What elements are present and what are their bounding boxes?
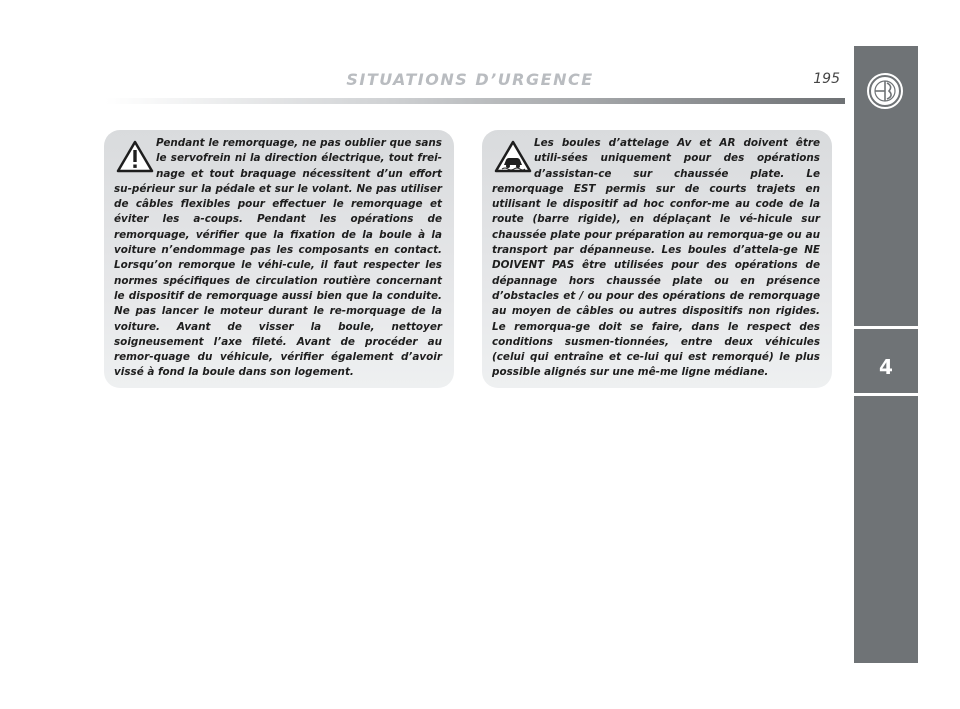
brand-logo-icon xyxy=(866,72,904,110)
warning-note-text xyxy=(114,136,442,381)
header-rule xyxy=(105,98,845,104)
warning-note-body: Pendant le remorquage, ne pas oublier que sans le servofrein ni la direction électrique, tout frei-nage et tout braquage nécessitent d’un effort su-périeur sur la pédale et sur le volant. Ne pas utiliser de câbles flexibles pour effectuer le remorquage et éviter les a-coups. Pendant les opérations de remorquage, vérifier que la fixation de la boule à la voiture n’endommage pas les composants en contact. Lorsqu’on remorque le véhi-cule, il faut respecter les normes spécifiques de circulation routière concernant le dispositif de remorquage aussi bien que la conduite. Ne pas lancer le moteur durant le re-morquage de la voiture. Avant de visser la boule, nettoyer soigneusement l’axe fileté. Avant de procéder au remor-quage du véhicule, vérifier également d’avoir vissé à fond la boule dans son logement. xyxy=(114,137,442,379)
hazard-note-body: Les boules d’attelage Av et AR doivent être utili-sées uniquement pour des opérations d’assistan-ce sur chaussée plate. Le remorquage EST permis sur de courts trajets en utilisant le dispositif ad hoc confor-me au code de la route (barre rigide), en déplaçant le vé-hicule sur chaussée plate pour préparation au remorqua-ge ou au transport par dépanneuse. Les boules d’attela-ge NE DOIVENT PAS être utilisées pour des opérations de dépannage hors chaussée plate ou en présence d’obstacles et / ou pour des opérations de remorquage au moyen de câbles ou autres dispositifs non rigides. Le remorqua-ge doit se faire, dans le respect des conditions susmen-tionnées, entre deux véhicules (celui qui entraîne et ce-lui qui est remorqué) le plus possible alignés sur une mê-me ligne médiane. xyxy=(492,137,820,379)
tab-divider-bottom xyxy=(854,393,918,396)
tab-divider-top xyxy=(854,326,918,329)
hazard-note-text xyxy=(492,136,820,381)
hazard-note-box xyxy=(482,130,832,388)
section-title: SITUATIONS D’URGENCE xyxy=(346,70,594,89)
page-number: 195 xyxy=(813,71,840,87)
chapter-number: 4 xyxy=(879,355,893,379)
warning-note-box xyxy=(104,130,454,388)
